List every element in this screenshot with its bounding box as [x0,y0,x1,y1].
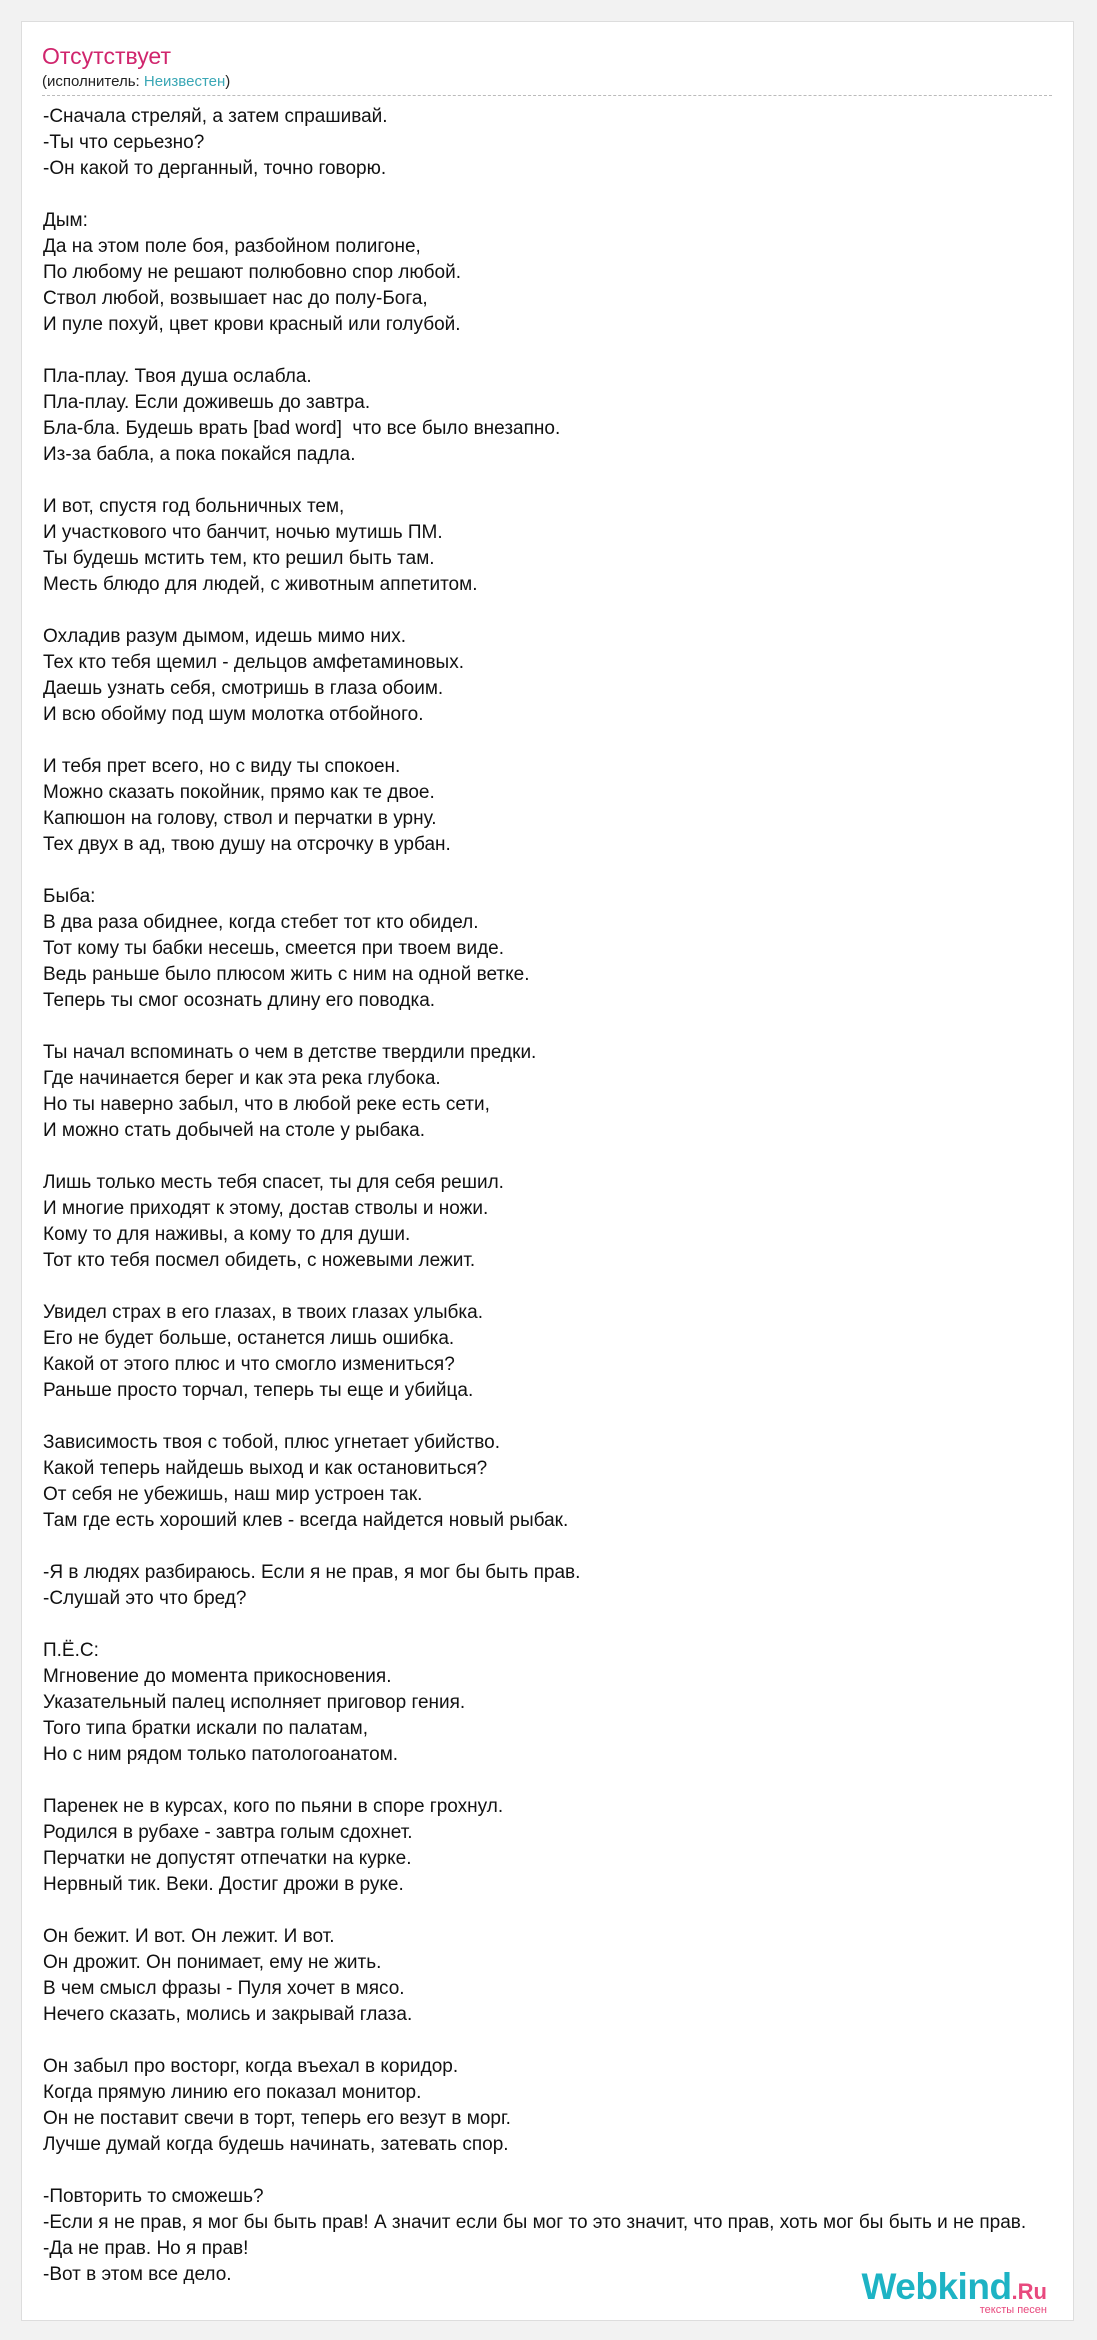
lyric-line: В два раза обиднее, когда стебет тот кто обидел. [43,912,479,933]
lyric-line: И многие приходят к этому, достав стволы и ножи. [43,1198,489,1219]
lyric-line: И можно стать добычей на столе у рыбака. [43,1120,425,1141]
logo-name: Webkind [861,2266,1012,2307]
lyric-line [43,598,1074,624]
lyric-line: Какой теперь найдешь выход и как остановиться? [43,1458,488,1479]
artist-link[interactable]: Неизвестен [143,73,226,90]
lyric-line: Но ты наверно забыл, что в любой реке есть сети, [43,1094,490,1115]
lyric-line [43,2158,1074,2184]
logo-tagline: тексты песен [979,2304,1047,2316]
lyric-line [43,338,1074,364]
webkind-logo[interactable] [861,2266,1047,2316]
lyric-line: Ты будешь мстить тем, кто решил быть там. [43,548,435,569]
lyric-line: Лучше думай когда будешь начинать, затевать спор. [43,2134,509,2155]
lyric-line: Перчатки не допустят отпечатки на курке. [43,1848,412,1869]
lyric-line [43,1768,1074,1794]
lyric-line: Ствол любой, возвышает нас до полу-Бога, [43,288,428,309]
lyric-line [43,1404,1074,1430]
lyric-line: Ты начал вспоминать о чем в детстве твердили предки. [43,1042,537,1063]
lyric-line: Пла-плау. Если доживешь до завтра. [43,392,371,413]
lyric-line: -Повторить то сможешь? [43,2186,264,2207]
lyric-line: Увидел страх в его глазах, в твоих глазах улыбка. [43,1302,484,1323]
lyric-line: Быба: [43,886,96,907]
logo-suffix: .Ru [1011,2279,1047,2304]
lyric-line: И тебя прет всего, но с виду ты спокоен. [43,756,401,777]
lyric-line: Из-за бабла, а пока покайся падла. [43,444,356,465]
lyric-line: Бла-бла. Будешь врать [bad word] что все было внезапно. [43,418,561,439]
lyric-line: Его не будет больше, останется лишь ошибка. [43,1328,455,1349]
lyric-line [43,1144,1074,1170]
lyric-line: Какой от этого плюс и что смогло измениться? [43,1354,455,1375]
lyric-line [43,1274,1074,1300]
lyric-line: Он дрожит. Он понимает, ему не жить. [43,1952,382,1973]
lyric-line [43,1898,1074,1924]
lyric-line [43,468,1074,494]
lyric-line: Он бежит. И вот. Он лежит. И вот. [43,1926,335,1947]
lyric-line: Кому то для наживы, а кому то для души. [43,1224,411,1245]
header-divider [42,95,1052,96]
lyric-line: Раньше просто торчал, теперь ты еще и убийца. [43,1380,474,1401]
lyric-line: Зависимость твоя с тобой, плюс угнетает убийство. [43,1432,501,1453]
lyric-line [43,2028,1074,2054]
lyric-line [43,1534,1074,1560]
lyric-line: От себя не убежишь, наш мир устроен так. [43,1484,423,1505]
artist-line [42,72,230,92]
song-title: Отсутствует [42,43,171,69]
lyric-line: Указательный палец исполняет приговор гения. [43,1692,466,1713]
lyric-line: Там где есть хороший клев - всегда найдется новый рыбак. [43,1510,569,1531]
lyric-line: Но с ним рядом только патологоанатом. [43,1744,399,1765]
lyric-line: Он не поставит свечи в торт, теперь его везут в морг. [43,2108,511,2129]
lyric-line: -Слушай это что бред? [43,1588,247,1609]
lyric-line: Того типа братки искали по палатам, [43,1718,369,1739]
lyric-line: Тех двух в ад, твою душу на отсрочку в урбан. [43,834,451,855]
lyric-line: Можно сказать покойник, прямо как те двое. [43,782,435,803]
lyric-line: -Да не прав. Но я прав! [43,2238,249,2259]
lyric-line: -Сначала стреляй, а затем спрашивай. [43,106,388,127]
lyric-line: Паренек не в курсах, кого по пьяни в споре грохнул. [43,1796,504,1817]
lyric-line: Родился в рубахе - завтра голым сдохнет. [43,1822,413,1843]
lyric-line: Месть блюдо для людей, с животным аппетитом. [43,574,478,595]
lyric-line: И вот, спустя год больничных тем, [43,496,345,517]
lyric-line: П.Ё.С: [43,1640,99,1661]
lyric-line: -Вот в этом все дело. [43,2264,232,2285]
lyric-line: -Ты что серьезно? [43,132,205,153]
lyric-line: -Он какой то дерганный, точно говорю. [43,158,387,179]
lyric-line: Капюшон на голову, ствол и перчатки в урну. [43,808,437,829]
artist-prefix: (исполнитель: [42,73,144,90]
lyric-line [43,858,1074,884]
lyric-line: Тот кто тебя посмел обидеть, с ножевыми лежит. [43,1250,476,1271]
lyric-line: -Я в людях разбираюсь. Если я не прав, я мог бы быть прав. [43,1562,581,1583]
lyric-line: Да на этом поле боя, разбойном полигоне, [43,236,421,257]
lyric-line: Лишь только месть тебя спасет, ты для себя решил. [43,1172,504,1193]
lyric-line: Ведь раньше было плюсом жить с ним на одной ветке. [43,964,530,985]
lyric-line: Нечего сказать, молись и закрывай глаза. [43,2004,413,2025]
lyric-line: Тот кому ты бабки несешь, смеется при твоем виде. [43,938,505,959]
lyrics-text [43,104,1074,2288]
lyric-line [43,1612,1074,1638]
lyrics-card [21,21,1074,2321]
lyric-line: Теперь ты смог осознать длину его поводка. [43,990,436,1011]
artist-suffix: ) [225,73,231,90]
lyric-line: И пуле похуй, цвет крови красный или голубой. [43,314,461,335]
lyric-line [43,182,1074,208]
lyric-line: По любому не решают полюбовно спор любой. [43,262,461,283]
lyric-line: И участкового что банчит, ночью мутишь ПМ. [43,522,443,543]
lyric-line: Охладив разум дымом, идешь мимо них. [43,626,406,647]
lyric-line: Мгновение до момента прикосновения. [43,1666,392,1687]
lyric-line [43,728,1074,754]
lyric-line: Тех кто тебя щемил - дельцов амфетаминовых. [43,652,464,673]
lyric-line: Даешь узнать себя, смотришь в глаза обоим. [43,678,444,699]
lyric-line: Он забыл про восторг, когда въехал в коридор. [43,2056,459,2077]
lyric-line: -Если я не прав, я мог бы быть прав! А значит если бы мог то это значит, что прав, хоть мог бы быть и не прав. [43,2212,1027,2233]
lyric-line: Когда прямую линию его показал монитор. [43,2082,422,2103]
lyric-line: В чем смысл фразы - Пуля хочет в мясо. [43,1978,405,1999]
lyric-line: Дым: [43,210,88,231]
lyric-line: Нервный тик. Веки. Достиг дрожи в руке. [43,1874,404,1895]
lyric-line [43,1014,1074,1040]
lyric-line: Пла-плау. Твоя душа ослабла. [43,366,312,387]
lyric-line: И всю обойму под шум молотка отбойного. [43,704,424,725]
lyric-line: Где начинается берег и как эта река глубока. [43,1068,441,1089]
